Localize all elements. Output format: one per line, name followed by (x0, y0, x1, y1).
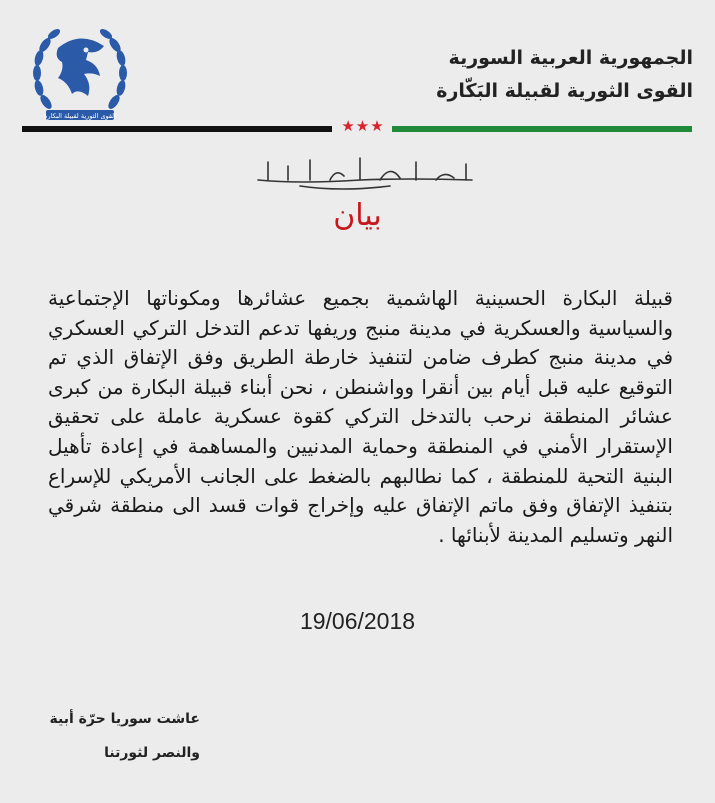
header-line-2: القوى الثورية لقبيلة البَكّارة (436, 80, 693, 102)
footer-slogans (20, 708, 200, 764)
eagle-laurel-icon (28, 18, 132, 130)
statement-body: قبيلة البكارة الحسينية الهاشمية بجميع عشائرها ومكوناتها الإجتماعية والسياسية والعسكرية في مدينة منبج وريفها تدعم التدخل التركي العسكري في مدينة منبج كطرف ضامن لتنفيذ خارطة الطريق وفق الإتفاق الذي تم التوقيع عليه قبل أيام بين أنقرا وواشنطن ، نحن أبناء قبيلة البكارة من كبرى عشائر المنطقة نرحب بالتدخل التركي كقوة عسكرية عاملة على تحقيق الإستقرار الأمني في المنطقة وحماية المدنيين والمساهمة في إعادة تأهيل البنية التحية للمنطقة ، كما نطالبهم بالضغط على الجانب الأمريكي للإسراع بتنفيذ الإتفاق وفق ماتم الإتفاق عليه وإخراج قوات قسد الى منطقة شرقي النهر وتسليم المدينة لأبنائها . (48, 286, 673, 547)
statement-date: 19/06/2018 (299, 608, 416, 634)
divider-stars: ★★★ (341, 117, 385, 135)
footer-line-1: عاشت سوريا حرّة أبية (49, 711, 200, 727)
emblem-caption: القوى الثورية لقبيلة البكارة (44, 112, 116, 120)
basmala-text: بسم الله الرحمن الرحيم (359, 190, 371, 191)
footer-line-2: والنصر لثورتنا (104, 745, 200, 761)
divider-black (22, 126, 332, 132)
divider-green (392, 126, 692, 132)
header-line-1: الجمهورية العربية السورية (448, 47, 693, 69)
statement-title: بيان (333, 198, 382, 233)
header (363, 44, 693, 105)
basmala-calligraphy-icon (240, 150, 490, 194)
